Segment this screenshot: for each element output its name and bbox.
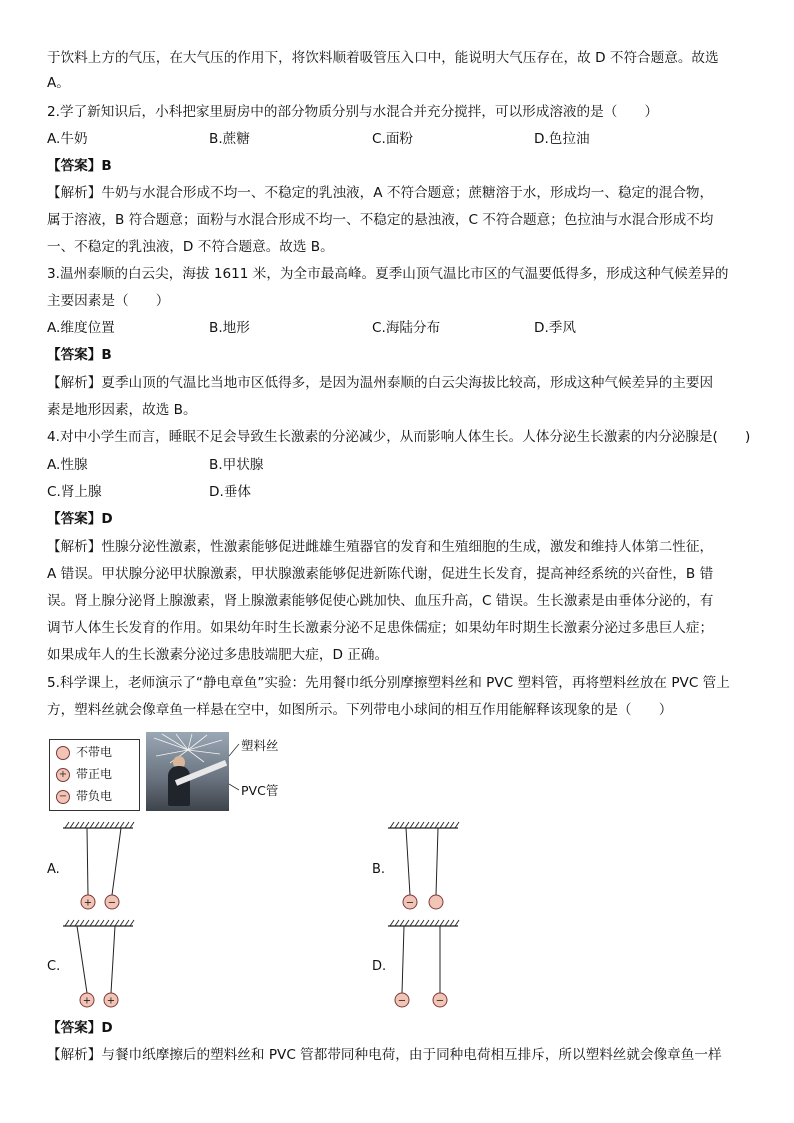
plastic-strands-icon [152,734,224,764]
ceiling-hatch [70,920,74,926]
person-body [168,766,190,806]
ceiling-hatch [130,920,134,926]
ceiling-hatch [75,822,79,828]
ceiling-hatch [115,920,119,926]
legend-item-negative: − 带负电 [56,788,112,804]
q4-explanation: 误。肾上腺分泌肾上腺激素，肾上腺激素能够促使心跳加快、血压升高，C 错误。生长激素是由垂体分泌的，有 [47,593,714,609]
ceiling-hatch [415,920,419,926]
ceiling-hatch [430,822,434,828]
q3-option-d: D.季风 [534,320,576,336]
q2-option-d: D.色拉油 [534,131,590,147]
ceiling-hatch [95,822,99,828]
ceiling-hatch [95,920,99,926]
ceiling-hatch [70,822,74,828]
q3-option-c: C.海陆分布 [372,320,441,336]
q2-explanation: 一、不稳定的乳浊液，D 不符合题意。故选 B。 [47,239,334,255]
pendulum-string [402,926,404,993]
text-line: 于饮料上方的气压，在大气压的作用下，将饮料顺着吸管压入口中，能说明大气压存在，故 D 不符合题意。故选 [47,50,719,66]
q2-option-a: A.牛奶 [47,131,88,147]
ball-charge-symbol: − [107,897,117,909]
pendulum-diagram-b [388,822,458,912]
pendulum-string [406,828,410,895]
ceiling-hatch [430,920,434,926]
q5-option-c: C. [47,959,61,974]
ceiling-hatch [115,822,119,828]
ceiling-hatch [85,822,89,828]
static-octopus-photo [146,732,229,811]
ceiling-hatch [90,822,94,828]
pendulum-string [77,926,87,993]
ceiling-hatch [440,920,444,926]
ceiling-hatch [120,920,124,926]
ceiling-hatch [100,822,104,828]
ceiling-hatch [405,822,409,828]
q3-answer: 【答案】B [47,347,112,363]
q4-answer: 【答案】D [47,511,113,527]
ceiling-hatch [110,920,114,926]
q4-explanation: 调节人体生长发育的作用。如果幼年时生长激素分泌不足患侏儒症；如果幼年时期生长激素分泌过多患巨人症； [47,620,714,636]
ceiling-hatch [75,920,79,926]
ceiling-hatch [415,822,419,828]
ceiling-hatch [80,822,84,828]
pendulum-string [112,828,121,895]
ceiling-hatch [435,822,439,828]
ceiling-hatch [110,822,114,828]
ceiling-hatch [65,920,69,926]
negative-ball-icon: − [56,790,70,804]
question-3-stem: 主要因素是（ ） [47,293,170,309]
ceiling-hatch [100,920,104,926]
q4-option-d: D.垂体 [209,484,251,500]
ceiling-hatch [455,920,459,926]
ceiling-hatch [120,822,124,828]
q4-option-b: B.甲状腺 [209,457,264,473]
ball-charge-symbol: − [397,995,407,1007]
q4-explanation: 如果成年人的生长激素分泌过多患肢端肥大症，D 正确。 [47,647,389,663]
ball-charge-symbol: − [435,995,445,1007]
q5-answer: 【答案】D [47,1020,113,1036]
ceiling-hatch [105,822,109,828]
question-5-stem: 5.科学课上，老师演示了“静电章鱼”实验：先用餐巾纸分别摩擦塑料丝和 PVC 塑料管，再将塑料丝放在 PVC 管上 [47,675,730,691]
ball-charge-symbol: + [82,995,92,1007]
q3-explanation: 素是地形因素，故选 B。 [47,402,197,418]
neutral-ball-icon [56,746,70,760]
pendulum-string [111,926,115,993]
q4-option-a: A.性腺 [47,457,88,473]
q2-option-b: B.蔗糖 [209,131,250,147]
q5-explanation: 【解析】与餐巾纸摩擦后的塑料丝和 PVC 管都带同种电荷，由于同种电荷相互排斥，所以塑料丝就会像章鱼一样 [47,1047,722,1063]
ceiling-hatch [450,920,454,926]
question-2-stem: 2.学了新知识后，小科把家里厨房中的部分物质分别与水混合并充分搅拌，可以形成溶液的是（ ） [47,104,659,120]
ceiling-hatch [455,822,459,828]
charge-legend [49,739,140,811]
ball-charge-symbol: + [83,897,93,909]
q5-option-b: B. [372,862,386,877]
q5-option-d: D. [372,959,387,974]
ceiling-hatch [435,920,439,926]
text-line: A。 [47,75,70,91]
q4-option-c: C.肾上腺 [47,484,102,500]
ceiling-hatch [390,822,394,828]
photo-callout-lines [229,738,241,798]
ceiling-hatch [125,920,129,926]
q3-option-b: B.地形 [209,320,250,336]
q2-explanation: 【解析】牛奶与水混合形成不均一、不稳定的乳浊液，A 不符合题意；蔗糖溶于水，形成均一、稳定的混合物， [47,185,714,201]
ceiling-hatch [420,822,424,828]
legend-item-neutral: 不带电 [56,744,112,760]
ceiling-hatch [125,822,129,828]
ceiling-hatch [425,920,429,926]
q4-explanation: 【解析】性腺分泌性激素，性激素能够促进雌雄生殖器官的发育和生殖细胞的生成，激发和维持人体第二性征， [47,539,714,555]
ceiling-hatch [445,822,449,828]
ceiling-hatch [90,920,94,926]
ceiling-hatch [450,822,454,828]
ceiling-hatch [425,822,429,828]
ceiling-hatch [400,920,404,926]
ceiling-hatch [395,822,399,828]
q3-explanation: 【解析】夏季山顶的气温比当地市区低得多，是因为温州泰顺的白云尖海拔比较高，形成这种气候差异的主要因 [47,375,714,391]
ceiling-hatch [105,920,109,926]
ceiling-hatch [410,822,414,828]
charged-ball-icon [429,895,443,909]
ball-charge-symbol: + [106,995,116,1007]
pendulum-diagram-c [63,920,133,1010]
ceiling-hatch [420,920,424,926]
ceiling-hatch [440,822,444,828]
positive-ball-icon: + [56,768,70,782]
pendulum-diagram-d [388,920,458,1010]
q3-option-a: A.维度位置 [47,320,115,336]
plastic-strand-label: 塑料丝 [241,738,279,753]
question-5-stem: 方，塑料丝就会像章鱼一样悬在空中，如图所示。下列带电小球间的相互作用能解释该现象的是（ ） [47,702,673,718]
ceiling-hatch [410,920,414,926]
ceiling-hatch [80,920,84,926]
ceiling-hatch [65,822,69,828]
q2-explanation: 属于溶液，B 符合题意；面粉与水混合形成不均一、不稳定的悬浊液，C 不符合题意；色拉油与水混合形成不均 [47,212,714,228]
ceiling-hatch [400,822,404,828]
ceiling-hatch [405,920,409,926]
pendulum-string [87,828,88,895]
ceiling-hatch [445,920,449,926]
ceiling-hatch [130,822,134,828]
q5-option-a: A. [47,862,60,877]
legend-item-positive: + 带正电 [56,766,112,782]
ceiling-hatch [390,920,394,926]
q2-answer: 【答案】B [47,158,112,174]
q4-explanation: A 错误。甲状腺分泌甲状腺激素，甲状腺激素能够促进新陈代谢，促进生长发育，提高神经系统的兴奋性，B 错 [47,566,714,582]
ceiling-hatch [85,920,89,926]
q2-option-c: C.面粉 [372,131,414,147]
question-4-stem: 4.对中小学生而言，睡眠不足会导致生长激素的分泌减少，从而影响人体生长。人体分泌生长激素的内分泌腺是( ) [47,429,751,445]
ball-charge-symbol: − [405,897,415,909]
ceiling-hatch [395,920,399,926]
pendulum-diagram-a [63,822,133,912]
pvc-pipe-label: PVC管 [241,783,279,798]
pendulum-string [436,828,438,895]
question-3-stem: 3.温州泰顺的白云尖，海拔 1611 米，为全市最高峰。夏季山顶气温比市区的气温要低得多，形成这种气候差异的 [47,266,729,282]
